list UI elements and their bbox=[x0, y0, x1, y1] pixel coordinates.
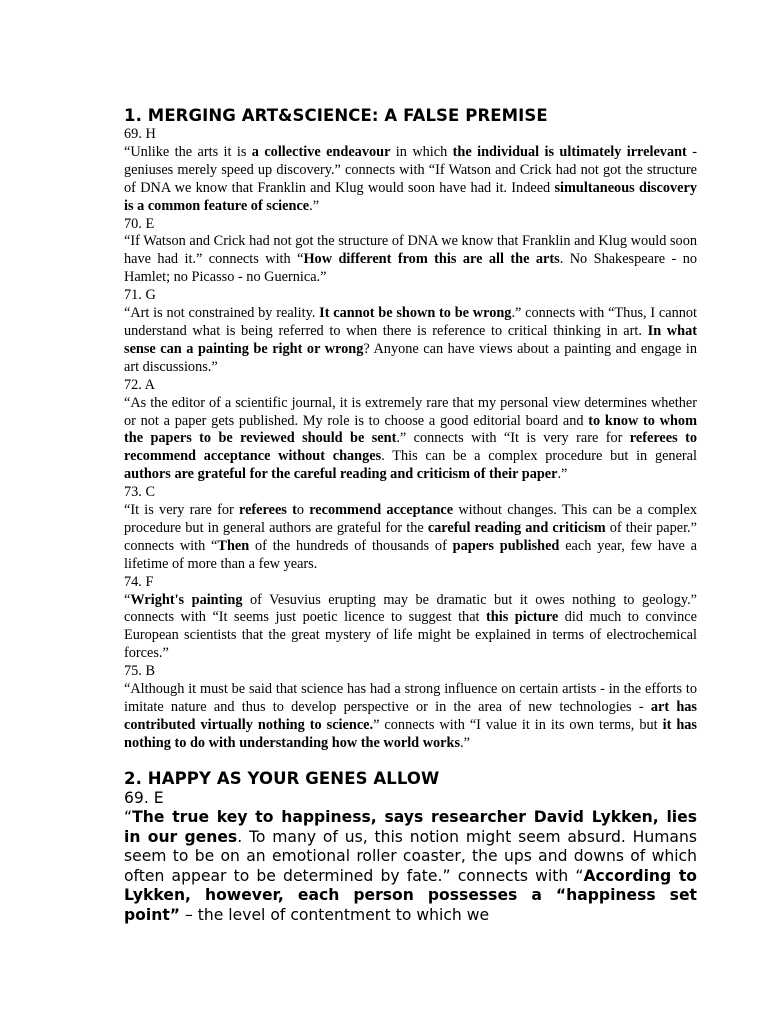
document-page bbox=[124, 105, 697, 925]
answer-explanation: “The true key to happiness, says researcher David Lykken, lies in our genes. To many of us, this notion might seem absurd. Humans seem to be on an emotional roller coaster, the ups and downs of which often appear to be determined by fate.” connects with “According to Lykken, however, each person possesses a “happiness set point” – the level of contentment to which we bbox=[124, 808, 697, 924]
answer-label: 74. F bbox=[124, 573, 154, 590]
answer-label: 73. C bbox=[124, 484, 155, 501]
answer-label: 71. G bbox=[124, 287, 156, 304]
answer-label: 75. B bbox=[124, 663, 155, 680]
answer-explanation: “It is very rare for referees to recommend acceptance without changes. This can be a complex procedure but in general authors are grateful for the careful reading and criticism of their paper.” connects with “Then of the hundreds of thousands of papers published each year, few have a lifetime of more than a few years. bbox=[124, 502, 697, 572]
answer-label: 72. A bbox=[124, 376, 155, 393]
answer-label: 69. E bbox=[124, 788, 164, 807]
answer-explanation: “Unlike the arts it is a collective endeavour in which the individual is ultimately irrelevant - geniuses merely speed up discovery.” connects with “If Watson and Crick had not got the structure of DNA we know that Franklin and Klug would soon have had it. Indeed simultaneous discovery is a common feature of science.” bbox=[124, 143, 697, 214]
answer-label: 69. H bbox=[124, 126, 156, 142]
section-body bbox=[124, 126, 697, 753]
answer-explanation: “Although it must be said that science has had a strong influence on certain artists - in the efforts to imitate nature and thus to develop perspective or in the area of new technologies - art has contributed virtually nothing to science.” connects with “I value it in its own terms, but it has nothing to do with understanding how the world works.” bbox=[124, 681, 697, 751]
section-title: 1. MERGING ART&SCIENCE: A FALSE PREMISE bbox=[124, 106, 548, 125]
answer-explanation: “Wright's painting of Vesuvius erupting may be dramatic but it owes nothing to geology.” connects with “It seems just poetic licence to suggest that this picture did much to convince European scientists that the great mystery of life might be explained in terms of electrochemical forces.” bbox=[124, 591, 697, 662]
answer-explanation: “As the editor of a scientific journal, it is extremely rare that my personal view determines whether or not a paper gets published. My role is to choose a good editorial board and to know to whom the papers to be reviewed should be sent.” connects with “It is very rare for referees to recommend acceptance without changes. This can be a complex procedure but in general authors are grateful for the careful reading and criticism of their paper.” bbox=[124, 394, 698, 483]
section-title: 2. HAPPY AS YOUR GENES ALLOW bbox=[124, 768, 440, 788]
section-body bbox=[124, 789, 697, 926]
answer-label: 70. E bbox=[124, 215, 155, 232]
answer-explanation: “If Watson and Crick had not got the structure of DNA we know that Franklin and Klug would soon have had it.” connects with “How different from this are all the arts. No Shakespeare - no Hamlet; no Picasso - no Guernica.” bbox=[124, 233, 697, 286]
answer-explanation: “Art is not constrained by reality. It cannot be shown to be wrong.” connects with “Thus, I cannot understand what is being referred to when there is reference to critical thinking in art. In what sense can a painting be right or wrong? Anyone can have views about a painting and engage in art discussions.” bbox=[124, 305, 697, 375]
